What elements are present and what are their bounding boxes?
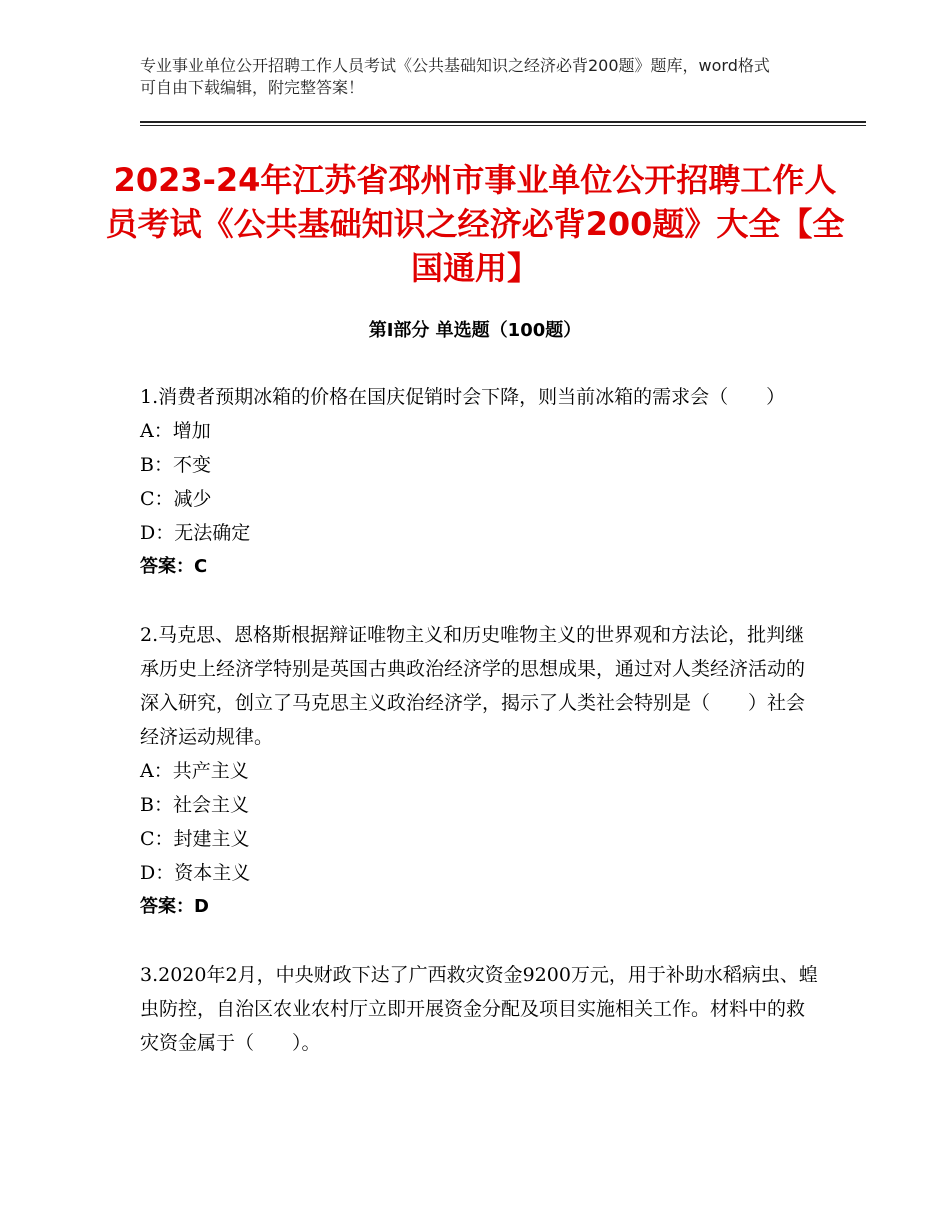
option-d: D：资本主义 bbox=[140, 862, 251, 884]
header-note: 专业事业单位公开招聘工作人员考试《公共基础知识之经济必背200题》题库，word格式可自由下载编辑，附完整答案！ bbox=[140, 56, 770, 97]
questions-list bbox=[140, 380, 820, 1094]
question-stem: 2.马克思、恩格斯根据辩证唯物主义和历史唯物主义的世界观和方法论，批判继承历史上经济学特别是英国古典政治经济学的思想成果，通过对人类经济活动的深入研究，创立了马克思主义政治经济学，揭示了人类社会特别是（ ）社会经济运动规律。 bbox=[140, 624, 806, 748]
question-3 bbox=[140, 958, 820, 1060]
document-title: 2023-24年江苏省邳州市事业单位公开招聘工作人员考试《公共基础知识之经济必背200题》大全【全国通用】 bbox=[105, 161, 845, 287]
question-stem: 1.消费者预期冰箱的价格在国庆促销时会下降，则当前冰箱的需求会（ ） bbox=[140, 386, 786, 408]
question-1 bbox=[140, 380, 820, 584]
header-divider-thick bbox=[140, 121, 866, 123]
option-c: C：减少 bbox=[140, 488, 212, 510]
option-d: D：无法确定 bbox=[140, 522, 251, 544]
question-stem: 3.2020年2月，中央财政下达了广西救灾资金9200万元，用于补助水稻病虫、蝗虫防控，自治区农业农村厅立即开展资金分配及项目实施相关工作。材料中的救灾资金属于（ ）。 bbox=[140, 964, 818, 1054]
question-2 bbox=[140, 618, 820, 924]
header-divider-thin bbox=[140, 125, 866, 126]
option-a: A：增加 bbox=[140, 420, 211, 442]
answer: 答案：C bbox=[140, 556, 208, 577]
option-c: C：封建主义 bbox=[140, 828, 250, 850]
option-a: A：共产主义 bbox=[140, 760, 249, 782]
option-b: B：社会主义 bbox=[140, 794, 249, 816]
answer: 答案：D bbox=[140, 896, 209, 917]
option-b: B：不变 bbox=[140, 454, 211, 476]
section-title: 第Ⅰ部分 单选题（100题） bbox=[368, 320, 582, 341]
